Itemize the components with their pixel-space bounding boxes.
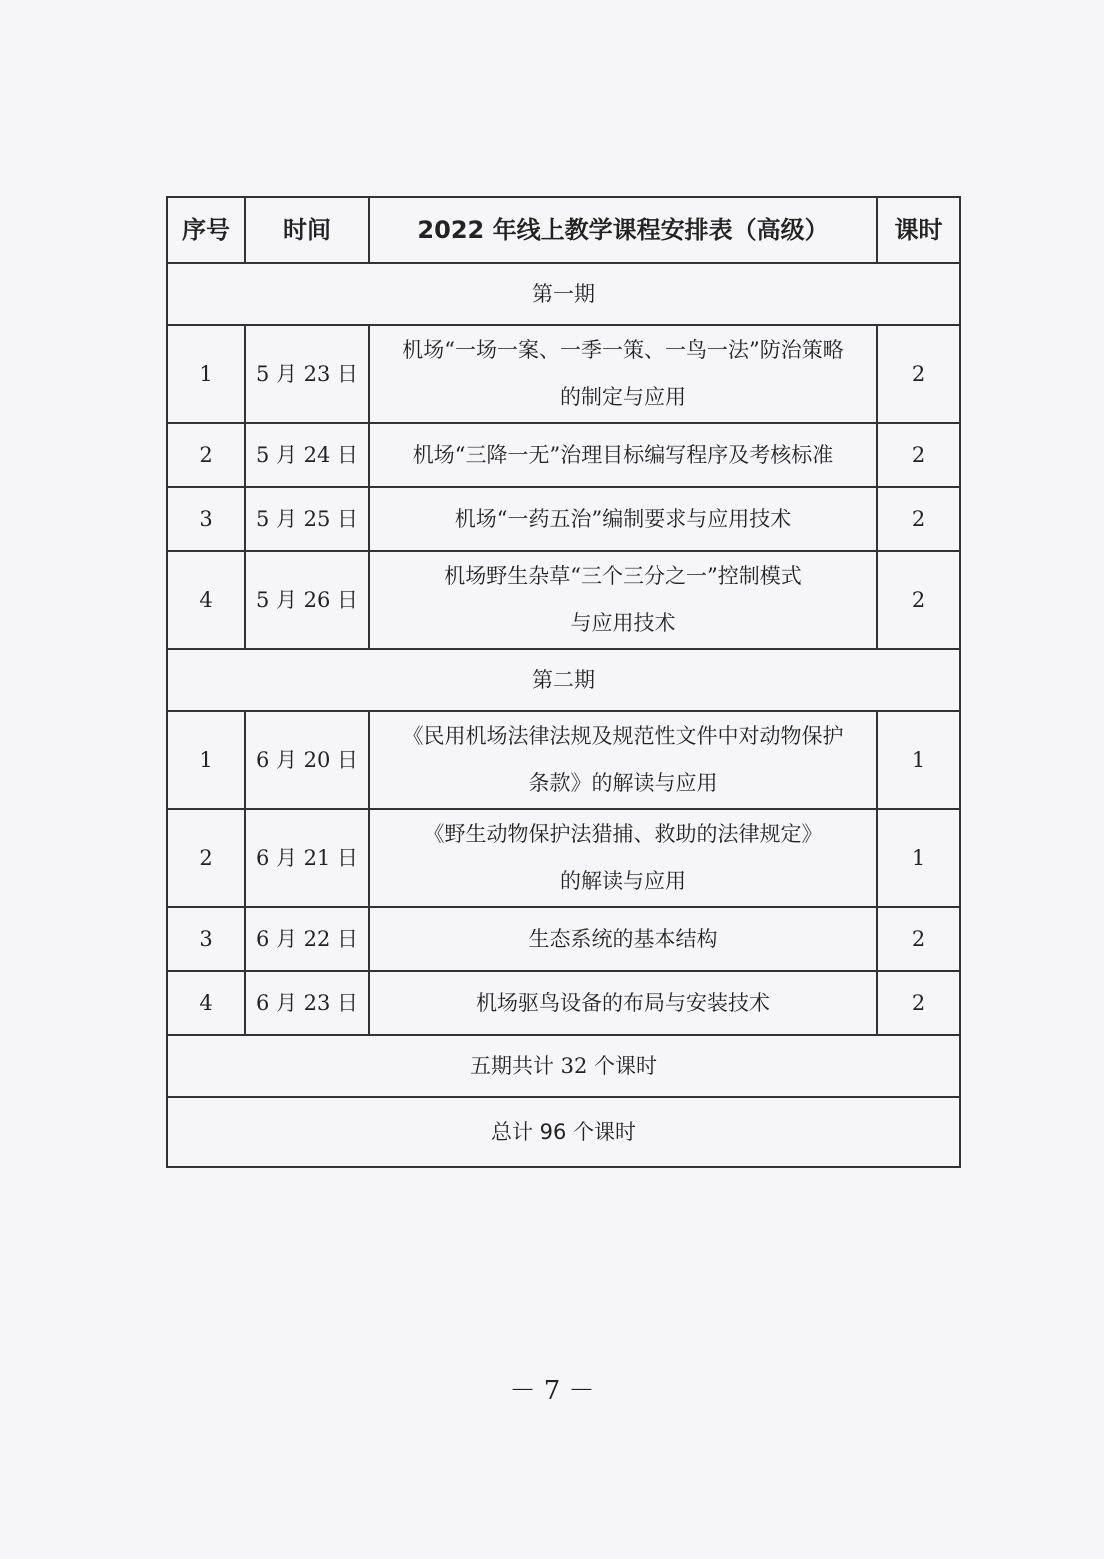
table-row [167, 907, 960, 971]
topic-line: 的制定与应用 [560, 385, 686, 409]
row-topic [369, 325, 877, 423]
subtotal-row [167, 1035, 960, 1097]
period-2-row [167, 649, 960, 711]
row-topic: 机场“三降一无”治理目标编写程序及考核标准 [369, 423, 877, 487]
table-row [167, 551, 960, 649]
row-hours: 2 [877, 551, 960, 649]
header-hours: 课时 [877, 197, 960, 263]
row-hours: 2 [877, 907, 960, 971]
row-date: 6 月 21 日 [245, 809, 369, 907]
row-index: 1 [167, 711, 245, 809]
page-number: － 7 － [509, 1376, 595, 1406]
table-row [167, 325, 960, 423]
row-hours: 2 [877, 325, 960, 423]
row-topic [369, 809, 877, 907]
row-index: 2 [167, 423, 245, 487]
header-row [167, 197, 960, 263]
row-index: 2 [167, 809, 245, 907]
subtotal-text: 五期共计 32 个课时 [167, 1035, 960, 1097]
course-schedule-table [166, 196, 961, 1168]
topic-line: 条款》的解读与应用 [528, 771, 718, 795]
period-1-label: 第一期 [167, 263, 960, 325]
row-hours: 1 [877, 809, 960, 907]
table-row [167, 487, 960, 551]
row-date: 5 月 24 日 [245, 423, 369, 487]
grand-total-text: 总计 96 个课时 [167, 1097, 960, 1167]
topic-line: 与应用技术 [570, 611, 676, 635]
row-topic [369, 551, 877, 649]
row-hours: 2 [877, 971, 960, 1035]
row-hours: 1 [877, 711, 960, 809]
row-date: 5 月 26 日 [245, 551, 369, 649]
row-topic: 生态系统的基本结构 [369, 907, 877, 971]
header-index: 序号 [167, 197, 245, 263]
row-date: 5 月 23 日 [245, 325, 369, 423]
table-row [167, 971, 960, 1035]
row-index: 4 [167, 971, 245, 1035]
row-topic: 机场“一药五治”编制要求与应用技术 [369, 487, 877, 551]
row-date: 6 月 22 日 [245, 907, 369, 971]
row-topic: 机场驱鸟设备的布局与安装技术 [369, 971, 877, 1035]
table-row [167, 711, 960, 809]
period-1-row [167, 263, 960, 325]
row-date: 5 月 25 日 [245, 487, 369, 551]
period-2-label: 第二期 [167, 649, 960, 711]
grand-total-row [167, 1097, 960, 1167]
row-date: 6 月 20 日 [245, 711, 369, 809]
table-row [167, 423, 960, 487]
row-topic [369, 711, 877, 809]
table-row [167, 809, 960, 907]
topic-line: 《民用机场法律法规及规范性文件中对动物保护 [402, 724, 844, 748]
header-date: 时间 [245, 197, 369, 263]
row-index: 4 [167, 551, 245, 649]
header-title: 2022 年线上教学课程安排表（高级） [369, 197, 877, 263]
topic-line: 的解读与应用 [560, 869, 686, 893]
row-hours: 2 [877, 487, 960, 551]
row-hours: 2 [877, 423, 960, 487]
topic-line: 《野生动物保护法猎捕、救助的法律规定》 [423, 822, 823, 846]
row-index: 3 [167, 487, 245, 551]
row-date: 6 月 23 日 [245, 971, 369, 1035]
topic-line: 机场野生杂草“三个三分之一”控制模式 [444, 564, 802, 588]
row-index: 3 [167, 907, 245, 971]
row-index: 1 [167, 325, 245, 423]
topic-line: 机场“一场一案、一季一策、一鸟一法”防治策略 [402, 338, 844, 362]
